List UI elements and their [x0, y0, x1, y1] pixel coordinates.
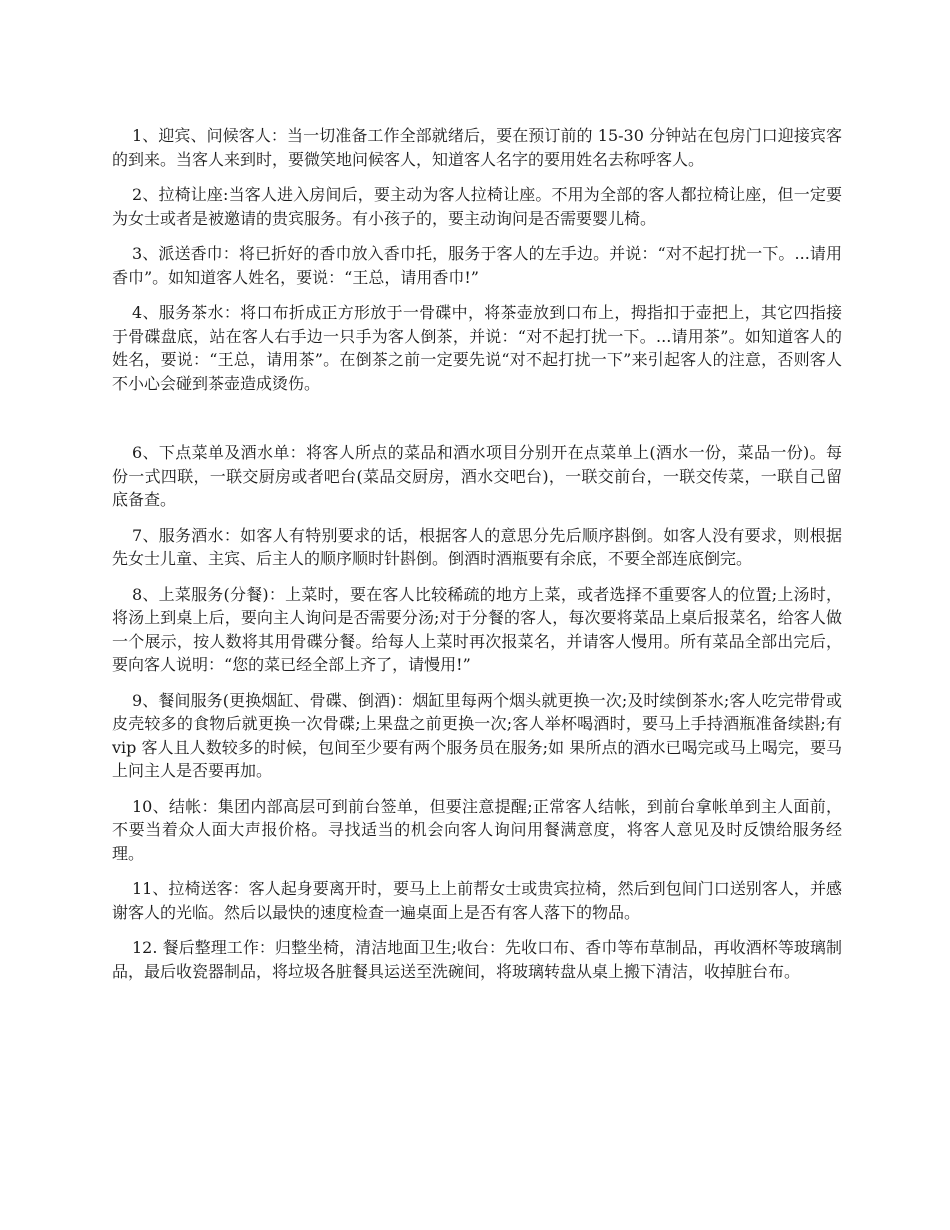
paragraph-farewell: 11、拉椅送客：客人起身要离开时，要马上上前帮女士或贵宾拉椅，然后到包间门口送别客人，并感谢客人的光临。然后以最快的速度检查一遍桌面上是否有客人落下的物品。	[112, 879, 842, 922]
paragraph-serving: 8、上菜服务(分餐)：上菜时，要在客人比较稀疏的地方上菜，或者选择不重要客人的位置;上汤时，将汤上到桌上后，要向主人询问是否需要分汤;对于分餐的客人，每次要将菜品上桌后报菜名，给客人做一个展示，按人数将其用骨碟分餐。给每人上菜时再次报菜名，并请客人慢用。所有菜品全部出完后，要向客人说明：“您的菜已经全部上齐了，请慢用!”	[112, 584, 842, 674]
paragraph-checkout: 10、结帐：集团内部高层可到前台签单，但要注意提醒;正常客人结帐，到前台拿帐单到主人面前，不要当着众人面大声报价格。寻找适当的机会向客人询问用餐满意度，将客人意见及时反馈给服务经理。	[112, 796, 842, 863]
section-gap	[112, 407, 842, 441]
paragraph-order: 6、下点菜单及酒水单：将客人所点的菜品和酒水项目分别开在点菜单上(酒水一份，菜品一份)。每份一式四联，一联交厨房或者吧台(菜品交厨房，酒水交吧台)，一联交前台，一联交传菜，一联自己留底备查。	[112, 443, 842, 509]
paragraph-meal-service: 9、餐间服务(更换烟缸、骨碟、倒酒)：烟缸里每两个烟头就更换一次;及时续倒茶水;客人吃完带骨或皮壳较多的食物后就更换一次骨碟;上果盘之前更换一次;客人举杯喝酒时，要马上手持酒瓶准备续斟;有 vip 客人且人数较多的时候，包间至少要有两个服务员在服务;如 果所点的酒水已喝完或马上喝完，要马上问主人是否要再加。	[112, 690, 842, 780]
document-body	[112, 124, 842, 995]
paragraph-wine: 7、服务酒水：如客人有特别要求的话，根据客人的意思分先后顺序斟倒。如客人没有要求，则根据先女士儿童、主宾、后主人的顺序顺时针斟倒。倒酒时酒瓶要有余底，不要全部连底倒完。	[112, 525, 842, 568]
paragraph-seating: 2、拉椅让座:当客人进入房间后，要主动为客人拉椅让座。不用为全部的客人都拉椅让座，但一定要为女士或者是被邀请的贵宾服务。有小孩子的，要主动询问是否需要婴儿椅。	[112, 185, 842, 228]
paragraph-cleanup: 12. 餐后整理工作：归整坐椅，清洁地面卫生;收台：先收口布、香巾等布草制品，再收酒杯等玻璃制品，最后收瓷器制品，将垃圾各脏餐具运送至洗碗间，将玻璃转盘从桌上搬下清洁，收掉脏台布。	[112, 938, 842, 981]
paragraph-greeting: 1、迎宾、问候客人：当一切准备工作全部就绪后，要在预订前的 15-30 分钟站在包房门口迎接宾客的到来。当客人来到时，要微笑地问候客人，知道客人名字的要用姓名去称呼客人。	[112, 126, 842, 169]
paragraph-tea: 4、服务茶水：将口布折成正方形放于一骨碟中，将茶壶放到口布上，拇指扣于壶把上，其它四指接于骨碟盘底，站在客人右手边一只手为客人倒茶，并说：“对不起打扰一下。...请用茶”。如知道客人的姓名，要说：“王总，请用茶”。在倒茶之前一定要先说“对不起打扰一下”来引起客人的注意，否则客人不小心会碰到茶壶造成烫伤。	[112, 303, 842, 393]
paragraph-towel: 3、派送香巾：将已折好的香巾放入香巾托，服务于客人的左手边。并说：“对不起打扰一下。...请用香巾”。如知道客人姓名，要说：“王总，请用香巾!”	[112, 244, 842, 287]
